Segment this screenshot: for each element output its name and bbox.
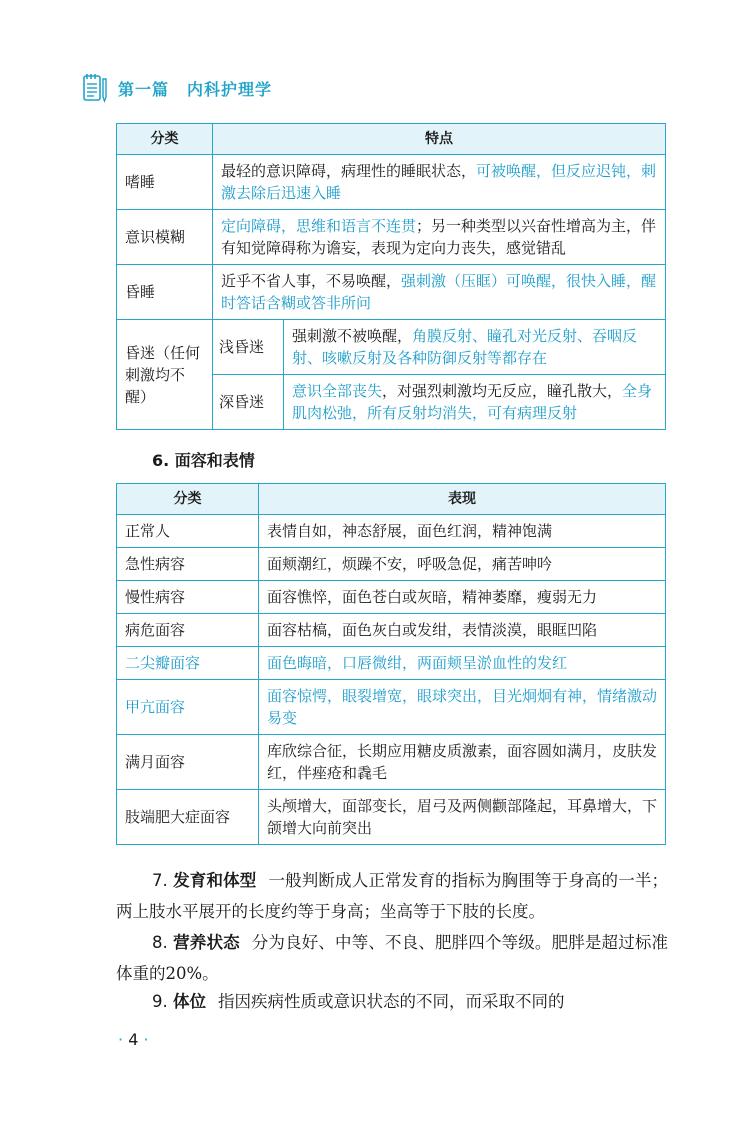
feature-highlight: 全身肌肉松弛，所有反射均消失，可有病理反射 <box>292 382 653 422</box>
row-description: 面色晦暗，口唇微绀，两面颊呈淤血性的发红 <box>259 647 666 680</box>
row-description: 面容惊愕，眼裂增宽，眼球突出，目光炯炯有神，情绪激动易变 <box>259 680 666 735</box>
header-book-title: 内科护理学 <box>187 79 273 99</box>
row-category: 肢端肥大症面容 <box>117 790 259 845</box>
table-row <box>117 735 666 790</box>
table-row <box>117 265 666 320</box>
paragraph-number: 7. <box>152 871 168 890</box>
row-description: 头颅增大，面部变长，眉弓及两侧颧部隆起，耳鼻增大，下颌增大向前突出 <box>259 790 666 845</box>
row-feature <box>213 265 666 320</box>
feature-text: 最轻的意识障碍，病理性的睡眠状态， <box>221 162 477 180</box>
row-feature <box>213 210 666 265</box>
header-part: 第一篇 <box>118 79 170 99</box>
page-number-value: 4 <box>128 1030 139 1049</box>
table-row <box>117 320 666 375</box>
feature-text: ；另一种类型以兴奋性增高为主，伴有知觉障碍称为谵妄，表现为定向力丧失，感觉错乱 <box>221 217 657 257</box>
table-header-row <box>117 484 666 515</box>
feature-highlight: 可被唤醒，但反应迟钝，刺激去除后迅速入睡 <box>221 162 657 202</box>
row-feature <box>213 155 666 210</box>
paragraph-term: 发育和体型 <box>173 871 257 890</box>
row-description: 面颊潮红，烦躁不安，呼吸急促，痛苦呻吟 <box>259 548 666 581</box>
header-expression: 表现 <box>259 484 666 515</box>
row-category: 昏睡 <box>117 265 213 320</box>
row-feature <box>284 375 666 430</box>
feature-highlight: 强刺激（压眶）可唤醒，很快入睡，醒时答话含糊或答非所问 <box>221 272 657 312</box>
page-number: · 4 · <box>118 1030 149 1049</box>
paragraph-posture <box>116 986 668 1017</box>
paragraph-term: 营养状态 <box>173 933 240 952</box>
feature-text: 近乎不省人事，不易唤醒， <box>221 272 402 290</box>
row-description: 库欣综合征，长期应用糖皮质激素，面容圆如满月，皮肤发红，伴痤疮和毳毛 <box>259 735 666 790</box>
feature-text: 强刺激不被唤醒， <box>292 327 413 345</box>
feature-highlight: 定向障碍，思维和语言不连贯 <box>221 217 417 235</box>
row-category: 正常人 <box>117 515 259 548</box>
row-category: 意识模糊 <box>117 210 213 265</box>
paragraph-nutrition <box>116 927 668 989</box>
table-row <box>117 581 666 614</box>
paragraph-development <box>116 865 668 927</box>
row-subcategory: 深昏迷 <box>213 375 284 430</box>
row-description: 面容憔悴，面色苍白或灰暗，精神萎靡，瘦弱无力 <box>259 581 666 614</box>
row-description: 表情自如，神态舒展，面色红润，精神饱满 <box>259 515 666 548</box>
row-category: 慢性病容 <box>117 581 259 614</box>
table-row <box>117 548 666 581</box>
facial-expression-table <box>116 483 666 845</box>
running-header <box>82 72 272 104</box>
row-category: 病危面容 <box>117 614 259 647</box>
feature-highlight: 意识全部丧失 <box>292 382 383 400</box>
header-title <box>118 77 272 100</box>
table-row <box>117 155 666 210</box>
row-subcategory: 浅昏迷 <box>213 320 284 375</box>
header-category: 分类 <box>117 124 213 155</box>
feature-highlight: 角膜反射、瞳孔对光反射、吞咽反射、咳嗽反射及各种防御反射等都存在 <box>292 327 638 367</box>
section-heading <box>152 448 255 471</box>
table-row <box>117 647 666 680</box>
table-row <box>117 614 666 647</box>
paragraph-number: 9. <box>152 992 168 1011</box>
paragraph-text: 分为良好、中等、不良、肥胖四个等级。肥胖是超过标准体重的20%。 <box>116 933 669 983</box>
row-category: 急性病容 <box>117 548 259 581</box>
row-description: 面容枯槁，面色灰白或发绀，表情淡漠，眼眶凹陷 <box>259 614 666 647</box>
table-row <box>117 790 666 845</box>
row-category: 甲亢面容 <box>117 680 259 735</box>
paragraph-number: 8. <box>152 933 168 952</box>
header-feature: 特点 <box>213 124 666 155</box>
consciousness-table <box>116 123 666 430</box>
header-category: 分类 <box>117 484 259 515</box>
row-category: 二尖瓣面容 <box>117 647 259 680</box>
notebook-icon <box>82 73 108 103</box>
table-row <box>117 680 666 735</box>
table-row <box>117 210 666 265</box>
paragraph-term: 体位 <box>173 992 206 1011</box>
row-category: 嗜睡 <box>117 155 213 210</box>
table-header-row <box>117 124 666 155</box>
table-row <box>117 515 666 548</box>
paragraph-text: 指因疾病性质或意识状态的不同，而采取不同的 <box>218 992 565 1011</box>
paragraph-text: 一般判断成人正常发育的指标为胸围等于身高的一半；两上肢水平展开的长度约等于身高；坐高等于下肢的长度。 <box>116 871 669 921</box>
row-category-coma: 昏迷（任何刺激均不醒） <box>117 320 213 430</box>
row-feature <box>284 320 666 375</box>
row-category: 满月面容 <box>117 735 259 790</box>
section-number: 6. <box>152 451 170 470</box>
section-title: 面容和表情 <box>174 451 255 470</box>
feature-text: ，对强烈刺激均无反应，瞳孔散大， <box>382 382 623 400</box>
